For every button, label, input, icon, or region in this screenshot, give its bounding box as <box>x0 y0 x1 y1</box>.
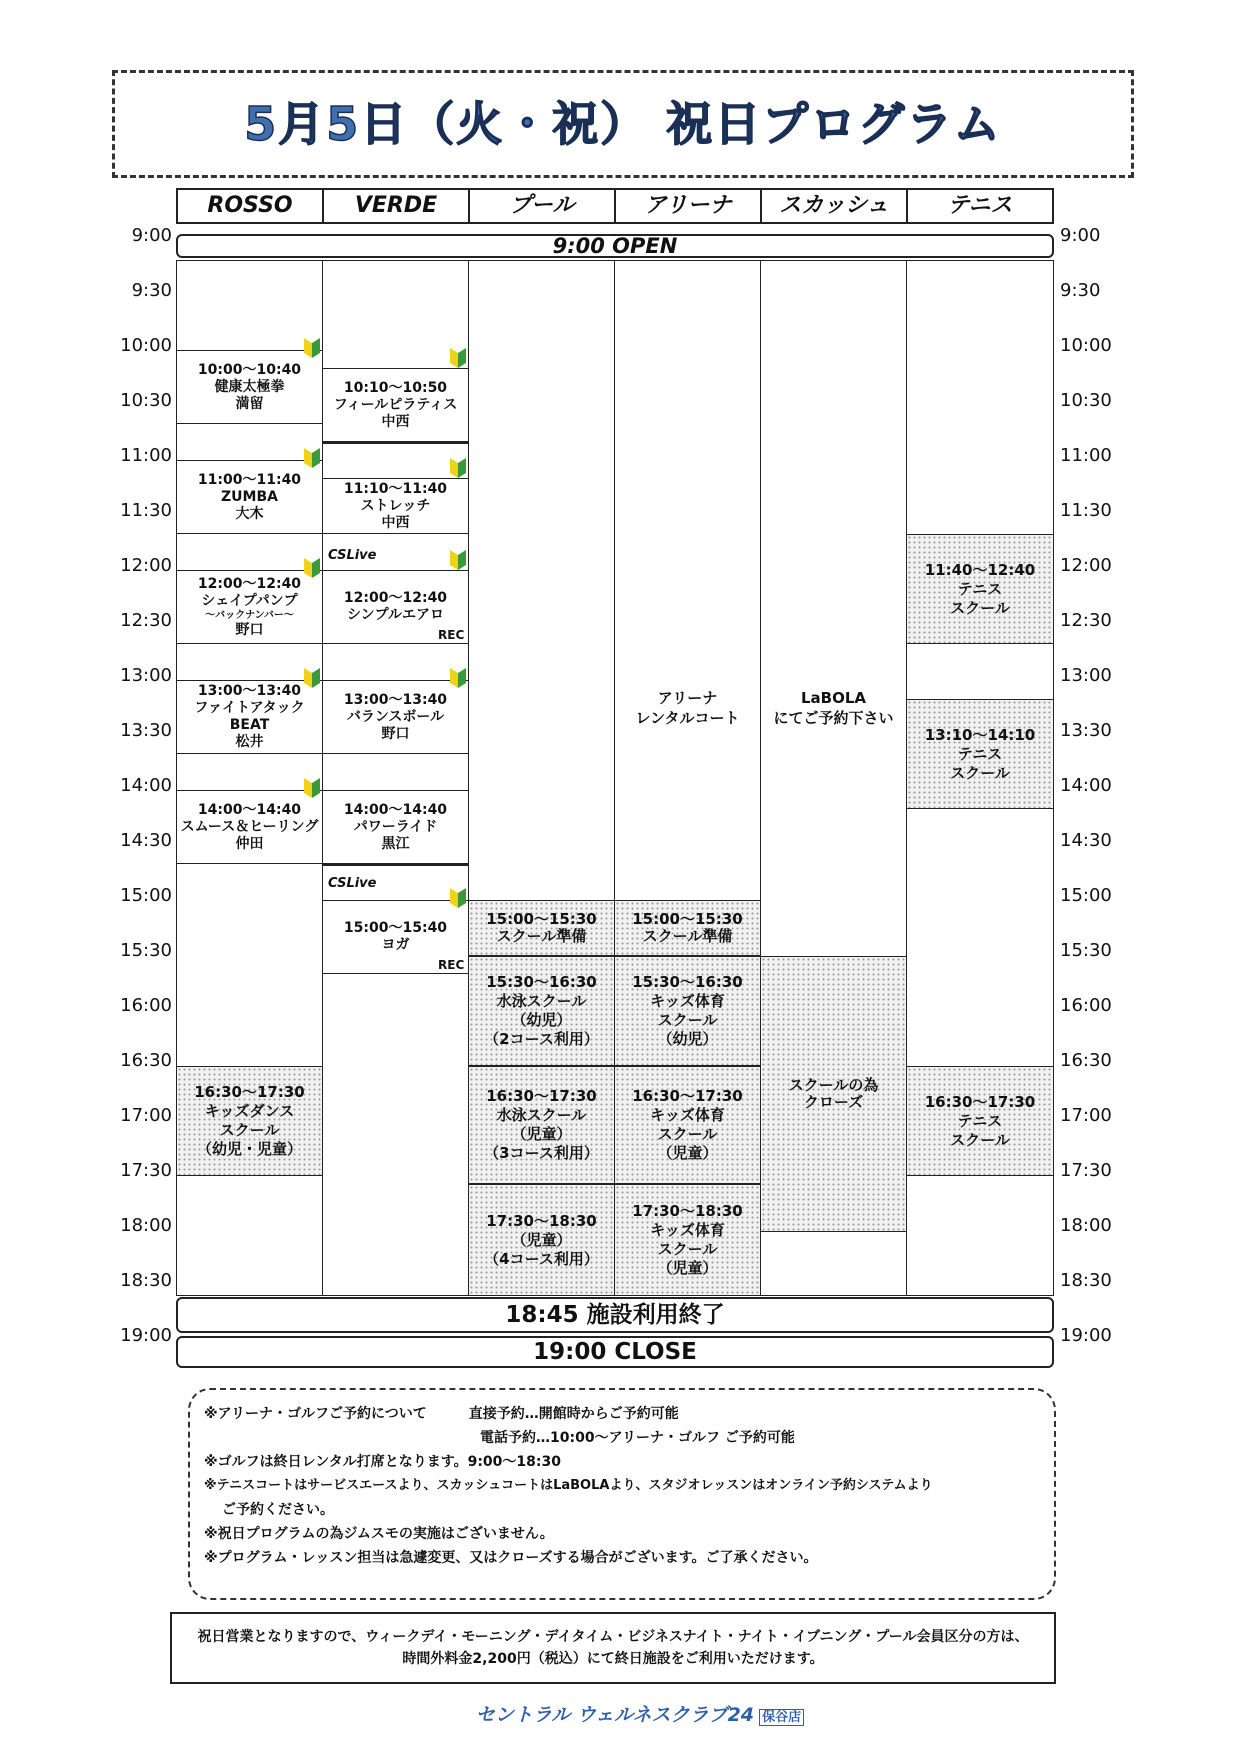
time-label: 12:00 <box>1060 555 1112 576</box>
beginner-mark-icon <box>450 668 466 688</box>
squash-reserve-line: LaBOLA <box>800 689 867 707</box>
lesson-name: 水泳スクール <box>496 992 587 1010</box>
squash-closed-line: クローズ <box>803 1093 864 1111</box>
time-label: 17:30 <box>120 1160 172 1181</box>
lesson-detail: （4コース利用） <box>484 1249 599 1268</box>
lesson-time: 14:00～14:40 <box>343 801 448 818</box>
lesson-detail: （3コース利用） <box>484 1144 599 1162</box>
note-line: ※アリーナ・ゴルフご予約について 直接予約…開館時からご予約可能 <box>204 1406 679 1422</box>
time-label: 18:00 <box>120 1215 172 1236</box>
beginner-mark-icon <box>450 550 466 570</box>
lesson-name: ZUMBA <box>221 488 278 505</box>
lesson-block[interactable] <box>176 680 323 754</box>
time-label: 14:30 <box>1060 830 1112 851</box>
time-label: 14:00 <box>120 775 172 796</box>
lesson-time: 13:10～14:10 <box>924 725 1036 744</box>
arena-block[interactable] <box>614 900 761 956</box>
notes <box>204 1402 1044 1570</box>
time-label: 9:30 <box>131 280 172 301</box>
lesson-block[interactable] <box>176 350 323 424</box>
time-label: 11:30 <box>120 500 172 521</box>
lesson-name: テニス <box>957 744 1003 763</box>
time-label: 17:30 <box>1060 1160 1112 1181</box>
lesson-name: パワーライド <box>353 818 438 835</box>
time-label: 10:30 <box>1060 390 1112 411</box>
lesson-name: テニス <box>957 1111 1003 1130</box>
header-pool: プール <box>468 188 616 224</box>
note-line: ※テニスコートはサービスエースより、スカッシュコートはLaBOLAより、スタジオレッスンはオンライン予約システムより <box>204 1478 933 1493</box>
pool-block[interactable] <box>468 1066 615 1184</box>
cslive-tag: CSLive <box>328 876 377 891</box>
time-label: 12:30 <box>120 610 172 631</box>
time-label: 13:30 <box>1060 720 1112 741</box>
facility-end-bar: 18:45 施設利用終了 <box>176 1297 1054 1333</box>
time-label: 17:00 <box>1060 1105 1112 1126</box>
lesson-name: キッズ体育 <box>650 1106 725 1124</box>
beginner-mark-icon <box>450 888 466 908</box>
arena-block[interactable] <box>614 1184 761 1296</box>
time-label: 12:00 <box>120 555 172 576</box>
time-label: 16:30 <box>120 1050 172 1071</box>
lesson-detail: （児童） <box>511 1125 572 1143</box>
lesson-detail: （児童） <box>657 1259 718 1277</box>
pool-block[interactable] <box>468 1184 615 1296</box>
header-verde: VERDE <box>322 188 470 224</box>
header-squash: スカッシュ <box>760 188 908 224</box>
beginner-mark-icon <box>450 458 466 478</box>
lesson-time: 10:00～10:40 <box>197 361 302 378</box>
lesson-time: 10:10～10:50 <box>343 379 448 396</box>
note-line: ※祝日プログラムの為ジムスモの実施はございません。 <box>204 1526 554 1542</box>
time-label: 9:00 <box>1060 225 1101 246</box>
squash-closed-block <box>760 956 907 1232</box>
arena-rental <box>614 688 761 728</box>
row-divider <box>322 442 469 444</box>
holiday-info-box <box>170 1612 1056 1684</box>
tennis-block[interactable] <box>906 699 1054 809</box>
arena-block[interactable] <box>614 956 761 1066</box>
beginner-mark-icon <box>304 668 320 688</box>
lesson-time: 15:30～16:30 <box>486 973 597 991</box>
lesson-detail: （児童） <box>657 1144 718 1162</box>
lesson-instructor: 満留 <box>235 395 264 412</box>
lesson-time: 17:30～18:30 <box>632 1202 743 1220</box>
lesson-name: 健康太極拳 <box>214 378 285 395</box>
time-label: 13:00 <box>120 665 172 686</box>
lesson-name: ファイトアタックBEAT <box>194 700 305 733</box>
lesson-block[interactable] <box>322 790 469 864</box>
lesson-instructor: 中西 <box>381 514 410 531</box>
lesson-time: 12:00～12:40 <box>197 575 302 592</box>
beginner-mark-icon <box>304 558 320 578</box>
tennis-block[interactable] <box>906 534 1054 644</box>
note-line: ※プログラム・レッスン担当は急遽変更、又はクローズする場合がございます。ご了承ください。 <box>204 1550 818 1566</box>
lesson-time: 11:00～11:40 <box>197 471 302 488</box>
header-arena: アリーナ <box>614 188 762 224</box>
lesson-instructor: 野口 <box>235 621 264 638</box>
lesson-block[interactable] <box>322 368 469 442</box>
lesson-instructor: 黒江 <box>381 835 410 852</box>
time-label: 13:30 <box>120 720 172 741</box>
lesson-block[interactable] <box>176 570 323 644</box>
note-line: 電話予約…10:00～アリーナ・ゴルフ ご予約可能 <box>480 1430 795 1446</box>
time-label: 16:00 <box>1060 995 1112 1016</box>
club-name: セントラル ウェルネスクラブ24 <box>475 1704 755 1726</box>
lesson-name: シンプルエアロ <box>346 607 445 623</box>
lesson-subtitle: スクール <box>950 598 1010 617</box>
lesson-instructor: 野口 <box>381 725 410 742</box>
time-label: 19:00 <box>120 1325 172 1346</box>
lesson-time: 12:00～12:40 <box>343 590 448 606</box>
time-label: 15:00 <box>120 885 172 906</box>
time-label: 11:30 <box>1060 500 1112 521</box>
lesson-instructor: 大木 <box>235 505 264 522</box>
beginner-mark-icon <box>450 348 466 368</box>
lesson-name: キッズ体育 <box>650 992 725 1010</box>
time-label: 11:00 <box>1060 445 1112 466</box>
lesson-name: キッズ体育 <box>650 1221 725 1239</box>
time-label: 18:00 <box>1060 1215 1112 1236</box>
beginner-mark-icon <box>304 778 320 798</box>
lesson-time: 15:00～15:30 <box>632 910 743 928</box>
time-label: 10:30 <box>120 390 172 411</box>
squash-closed-line: スクールの為 <box>788 1076 879 1094</box>
tennis-block[interactable] <box>906 1066 1054 1176</box>
lesson-subtitle: ～バックナンバー～ <box>205 609 294 621</box>
lesson-time: 16:30～17:30 <box>632 1087 743 1105</box>
lesson-instructor: 仲田 <box>235 835 264 852</box>
time-label: 10:00 <box>120 335 172 356</box>
rec-tag: REC <box>438 958 465 972</box>
time-label: 18:30 <box>1060 1270 1112 1291</box>
note-line: ※ゴルフは終日レンタル打席となります。9:00～18:30 <box>204 1454 561 1470</box>
lesson-block[interactable] <box>176 790 323 864</box>
open-bar: 9:00 OPEN <box>176 234 1054 258</box>
lesson-instructor: 松井 <box>235 734 264 750</box>
info-line: 祝日営業となりますので、ウィークデイ・モーニング・デイタイム・ビジネスナイト・ナイト・イブニング・プール会員区分の方は、 <box>197 1629 1029 1645</box>
branch-badge: 保谷店 <box>759 1709 804 1726</box>
lesson-detail: （幼児） <box>511 1011 572 1029</box>
lesson-time: 15:00～15:40 <box>343 920 448 936</box>
lesson-time: 17:30～18:30 <box>486 1211 597 1230</box>
arena-block[interactable] <box>614 1066 761 1184</box>
lesson-name: バランスボール <box>346 708 445 725</box>
lesson-time: 15:30～16:30 <box>632 973 743 991</box>
time-label: 16:00 <box>120 995 172 1016</box>
lesson-instructor: 中西 <box>381 413 410 430</box>
time-label: 17:00 <box>120 1105 172 1126</box>
squash-reserve-note <box>760 688 907 728</box>
beginner-mark-icon <box>304 338 320 358</box>
time-label: 14:30 <box>120 830 172 851</box>
lesson-name: ヨガ <box>381 937 410 953</box>
time-label: 9:00 <box>131 225 172 246</box>
lesson-name: シェイプパンプ <box>201 592 298 609</box>
time-label: 15:30 <box>120 940 172 961</box>
lesson-subtitle: スクール <box>219 1121 280 1139</box>
info-line: 時間外料金2,200円（税込）にて終日施設をご利用いただけます。 <box>402 1651 824 1667</box>
lesson-block[interactable] <box>176 1066 323 1176</box>
time-label: 16:30 <box>1060 1050 1112 1071</box>
time-label: 14:00 <box>1060 775 1112 796</box>
lesson-time: 16:30～17:30 <box>194 1083 305 1101</box>
pool-block[interactable] <box>468 900 615 956</box>
lesson-name: テニス <box>957 579 1003 598</box>
time-label: 12:30 <box>1060 610 1112 631</box>
lesson-detail: スクール <box>657 1011 718 1029</box>
time-label: 13:00 <box>1060 665 1112 686</box>
lesson-time: 16:30～17:30 <box>924 1092 1036 1111</box>
lesson-name: 水泳スクール <box>496 1106 587 1124</box>
page-title: 5月5日（火・祝） 祝日プログラム <box>244 97 1002 151</box>
header-tennis: テニス <box>906 188 1054 224</box>
lesson-time: 14:00～14:40 <box>197 801 302 818</box>
lesson-time: 15:00～15:30 <box>486 910 597 928</box>
footer <box>440 1700 840 1727</box>
arena-rental-line: アリーナ <box>657 689 718 707</box>
lesson-detail: スクール <box>657 1240 718 1258</box>
lesson-time: 13:00～13:40 <box>197 683 302 699</box>
pool-block[interactable] <box>468 956 615 1066</box>
rec-tag: REC <box>438 628 465 642</box>
lesson-time: 11:10～11:40 <box>343 480 448 497</box>
lesson-name: （児童） <box>511 1230 572 1249</box>
lesson-detail: （2コース利用） <box>484 1030 599 1048</box>
lesson-name: スクール準備 <box>496 927 587 945</box>
time-label: 15:30 <box>1060 940 1112 961</box>
header-rosso: ROSSO <box>176 188 324 224</box>
time-label: 15:00 <box>1060 885 1112 906</box>
close-bar: 19:00 CLOSE <box>176 1336 1054 1368</box>
cslive-tag: CSLive <box>328 548 377 563</box>
lesson-time: 13:00～13:40 <box>343 691 448 708</box>
lesson-subtitle: スクール <box>950 763 1010 782</box>
note-line: ご予約ください。 <box>222 1502 334 1518</box>
lesson-block[interactable] <box>176 460 323 534</box>
time-label: 11:00 <box>120 445 172 466</box>
lesson-detail: （幼児） <box>657 1030 718 1048</box>
lesson-name: スムース＆ヒーリング <box>180 818 319 835</box>
lesson-time: 16:30～17:30 <box>486 1087 597 1105</box>
lesson-detail: スクール <box>657 1125 718 1143</box>
lesson-block[interactable] <box>322 478 469 534</box>
squash-reserve-line: にてご予約下さい <box>773 709 894 727</box>
lesson-name: スクール準備 <box>642 927 733 945</box>
lesson-subtitle: スクール <box>950 1130 1010 1149</box>
beginner-mark-icon <box>304 448 320 468</box>
row-divider <box>322 864 469 866</box>
time-label: 19:00 <box>1060 1325 1112 1346</box>
lesson-name: フィールピラティス <box>333 396 458 413</box>
lesson-name: ストレッチ <box>360 497 431 514</box>
arena-rental-line: レンタルコート <box>635 709 740 727</box>
time-label: 10:00 <box>1060 335 1112 356</box>
time-label: 9:30 <box>1060 280 1101 301</box>
lesson-time: 11:40～12:40 <box>924 560 1036 579</box>
lesson-name: キッズダンス <box>204 1102 295 1120</box>
time-label: 18:30 <box>120 1270 172 1291</box>
lesson-instructor: （幼児・児童） <box>196 1140 302 1158</box>
lesson-block[interactable] <box>322 680 469 754</box>
